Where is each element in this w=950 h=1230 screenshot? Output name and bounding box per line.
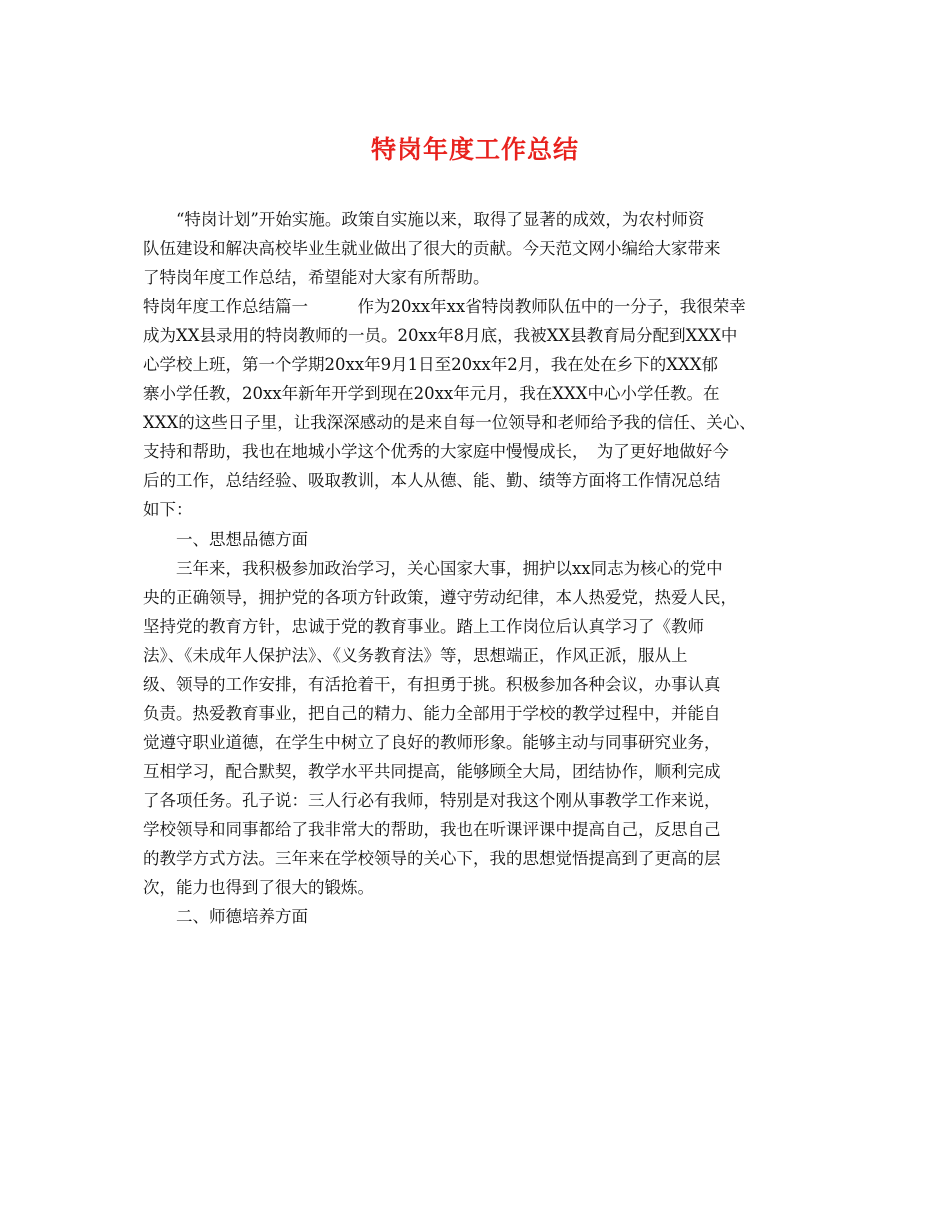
text-line: 觉遵守职业道德，在学生中树立了良好的教师形象。能够主动与同事研究业务，	[143, 732, 721, 752]
text-line: 如下：	[143, 500, 193, 520]
text-line: 一、思想品德方面	[176, 529, 308, 549]
text-line: 央的正确领导，拥护党的各项方针政策，遵守劳动纪律，本人热爱党，热爱人民，	[143, 587, 737, 607]
text-line: 后的工作，总结经验、吸取教训，本人从德、能、勤、绩等方面将工作情况总结	[143, 471, 721, 491]
text-line: 支持和帮助，我也在地城小学这个优秀的大家庭中慢慢成长， 为了更好地做好今	[143, 442, 729, 462]
document-title: 特岗年度工作总结	[370, 135, 579, 164]
text-line: 次，能力也得到了很大的锻炼。	[143, 878, 374, 898]
text-line: 学校领导和同事都给了我非常大的帮助，我也在听课评课中提高自己，反思自己	[143, 819, 721, 839]
text-line: 三年来，我积极参加政治学习，关心国家大事，拥护以xx同志为核心的党中	[176, 558, 723, 578]
text-line: 负责。热爱教育事业，把自己的精力、能力全部用于学校的教学过程中，并能自	[143, 703, 721, 723]
text-line: 法》、《未成年人保护法》、《义务教育法》等，思想端正，作风正派，服从上	[143, 645, 688, 665]
text-line: 队伍建设和解决高校毕业生就业做出了很大的贡献。今天范文网小编给大家带来	[143, 239, 721, 259]
text-line: 级、领导的工作安排，有活抢着干，有担勇于挑。积极参加各种会议，办事认真	[143, 674, 721, 694]
document-body	[143, 205, 823, 931]
text-line: “特岗计划”开始实施。政策自实施以来，取得了显著的成效，为农村师资	[176, 210, 705, 229]
text-line: 特岗年度工作总结篇一 作为20xx年xx省特岗教师队伍中的一分子，我很荣幸	[143, 297, 746, 317]
text-line: 的教学方式方法。三年来在学校领导的关心下，我的思想觉悟提高到了更高的层	[143, 849, 721, 869]
text-line: XXX的这些日子里，让我深深感动的是来自每一位领导和老师给予我的信任、关心、	[143, 413, 756, 433]
text-line: 心学校上班，第一个学期20xx年9月1日至20xx年2月，我在处在乡下的XXX郁	[143, 355, 718, 375]
text-line: 坚持党的教育方针，忠诚于党的教育事业。踏上工作岗位后认真学习了《教师	[143, 616, 704, 636]
text-line: 寨小学任教，20xx年新年开学到现在20xx年元月，我在XXX中心小学任教。在	[143, 384, 720, 404]
text-line: 了各项任务。孔子说：三人行必有我师，特别是对我这个刚从事教学工作来说，	[143, 790, 721, 810]
text-line: 成为XX县录用的特岗教师的一员。20xx年8月底，我被XX县教育局分配到XXX中	[143, 326, 738, 346]
text-line: 了特岗年度工作总结，希望能对大家有所帮助。	[143, 268, 490, 288]
text-line: 互相学习，配合默契，教学水平共同提高，能够顾全大局，团结协作，顺利完成	[143, 761, 721, 781]
text-line: 二、师德培养方面	[176, 907, 308, 927]
